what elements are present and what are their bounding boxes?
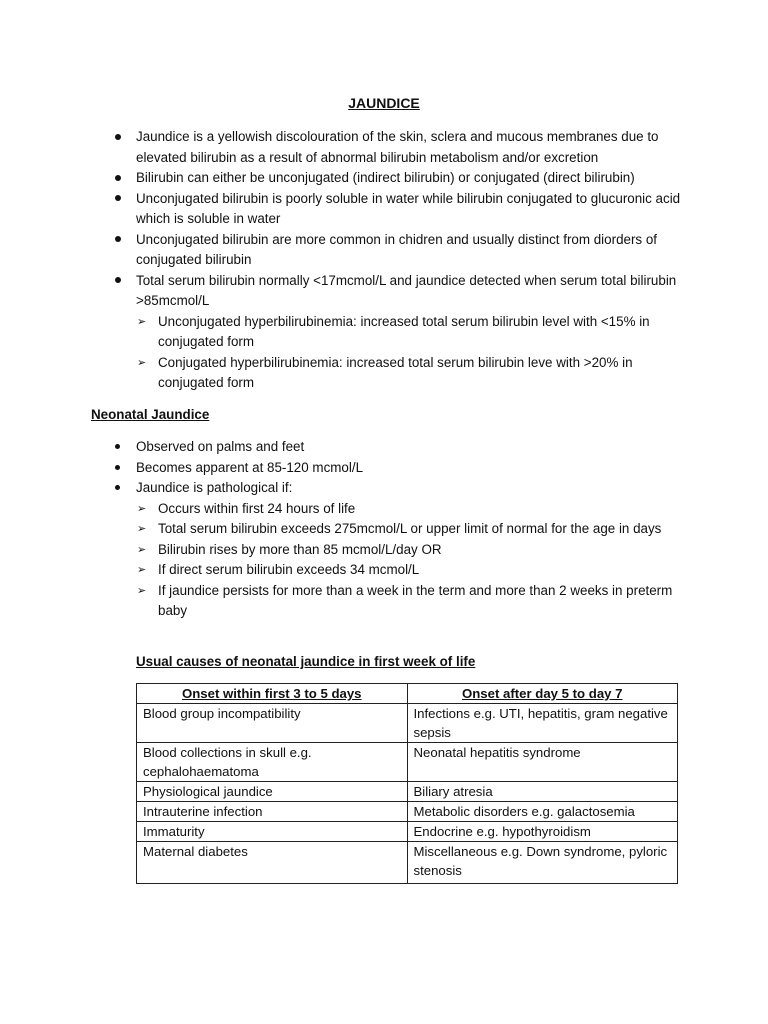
table-cell: Blood group incompatibility	[137, 704, 408, 743]
table-row	[137, 802, 678, 822]
sub-list-item: ➢ If jaundice persists for more than a week in the term and more than 2 weeks in preterm baby	[137, 582, 673, 618]
page-title: JAUNDICE	[348, 95, 420, 111]
bullet-icon	[115, 458, 120, 479]
arrow-bullet-icon: ➢	[137, 584, 147, 597]
list-item: Unconjugated bilirubin are more common in chidren and usually distinct from diorders of conjugated bilirubin	[0, 230, 768, 271]
table-row	[137, 822, 678, 842]
arrow-bullet-icon: ➢	[137, 564, 147, 576]
neonatal-bullet-list	[0, 437, 768, 622]
list-item: Bilirubin can either be unconjugated (indirect bilirubin) or conjugated (direct bilirubin)	[0, 168, 768, 189]
table-cell: Endocrine e.g. hypothyroidism	[407, 822, 678, 842]
bullet-icon	[115, 168, 121, 189]
arrow-bullet-icon: ➢	[137, 502, 147, 515]
table-cell: Infections e.g. UTI, hepatitis, gram negative sepsis	[407, 704, 678, 743]
list-item: Unconjugated bilirubin is poorly soluble in water while bilirubin conjugated to glucuronic acid which is soluble in water	[0, 189, 768, 230]
list-item: Total serum bilirubin normally <17mcmol/L and jaundice detected when serum total bilirubin >85mcmol/L	[0, 271, 768, 312]
list-item: Jaundice is a yellowish discolouration of the skin, sclera and mucous membranes due to elevated bilirubin as a result of abnormal bilirubin metabolism and/or excretion	[0, 127, 768, 168]
table-cell: Physiological jaundice	[137, 782, 408, 802]
list-item: Jaundice is pathological if:	[0, 478, 768, 499]
bullet-icon	[115, 127, 121, 148]
table-header-row	[137, 684, 678, 704]
bullet-icon	[115, 478, 120, 499]
table-cell: Maternal diabetes	[137, 842, 408, 884]
arrow-bullet-icon: ➢	[137, 523, 147, 535]
table-row	[137, 704, 678, 743]
table-row	[137, 743, 678, 782]
table-row	[137, 782, 678, 802]
column-header: Onset within first 3 to 5 days	[137, 684, 408, 704]
sub-list-item: ➢ Unconjugated hyperbilirubinemia: increased total serum bilirubin level with <15% in conjugated form	[137, 313, 650, 349]
arrow-bullet-icon: ➢	[137, 315, 147, 328]
list-item: Observed on palms and feet	[0, 437, 768, 458]
sub-list-item: ➢ Conjugated hyperbilirubinemia: increased total serum bilirubin leve with >20% in conjugated form	[137, 354, 633, 390]
bullet-icon	[115, 437, 120, 458]
table-cell: Blood collections in skull e.g. cephalohaematoma	[137, 743, 408, 782]
table-row	[137, 842, 678, 884]
arrow-bullet-icon: ➢	[137, 543, 147, 556]
table-cell: Immaturity	[137, 822, 408, 842]
causes-table	[136, 683, 678, 884]
list-item: Becomes apparent at 85-120 mcmol/L	[0, 458, 768, 479]
bullet-icon	[115, 271, 121, 292]
sub-list-item: ➢ Bilirubin rises by more than 85 mcmol/L/day OR	[0, 540, 768, 561]
sub-list-item: ➢ Total serum bilirubin exceeds 275mcmol/L or upper limit of normal for the age in days	[0, 519, 768, 540]
table-cell: Neonatal hepatitis syndrome	[407, 743, 678, 782]
sub-list-item: ➢ If direct serum bilirubin exceeds 34 mcmol/L	[0, 560, 768, 581]
table-cell: Metabolic disorders e.g. galactosemia	[407, 802, 678, 822]
intro-bullet-list	[0, 127, 768, 394]
arrow-bullet-icon: ➢	[137, 356, 147, 369]
column-header: Onset after day 5 to day 7	[407, 684, 678, 704]
bullet-icon	[115, 189, 121, 210]
table-cell: Miscellaneous e.g. Down syndrome, pyloric stenosis	[407, 842, 678, 884]
table-cell: Intrauterine infection	[137, 802, 408, 822]
bullet-icon	[115, 230, 121, 251]
sub-list-item: ➢ Occurs within first 24 hours of life	[0, 499, 768, 520]
table-cell: Biliary atresia	[407, 782, 678, 802]
neonatal-jaundice-heading: Neonatal Jaundice	[91, 407, 210, 422]
causes-heading: Usual causes of neonatal jaundice in first week of life	[136, 654, 476, 669]
